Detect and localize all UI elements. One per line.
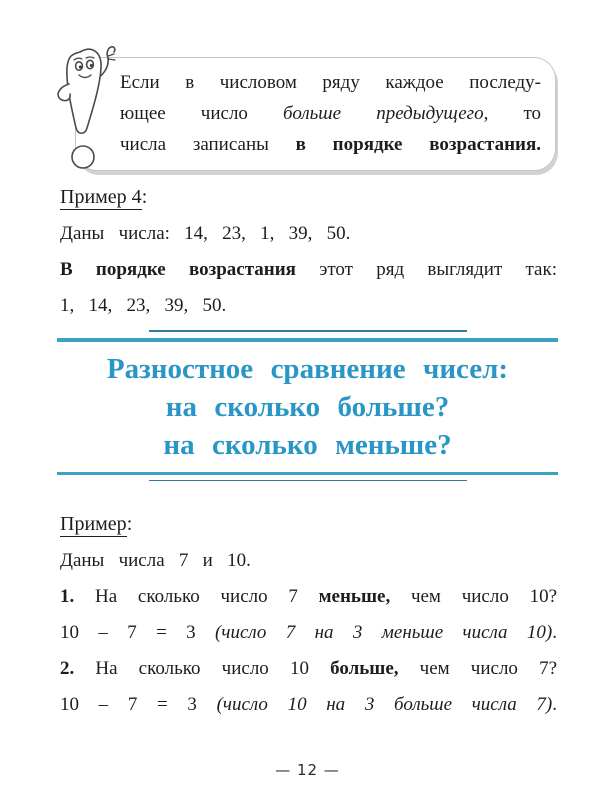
- rule-text-line: ющее число больше предыдущего, то: [120, 103, 541, 124]
- example-line-answer2: 10 – 7 = 3 (число 10 на 3 больше числа 7).: [60, 694, 557, 715]
- ruler-thick-line: [57, 338, 558, 342]
- example-line-question1: 1. На сколько число 7 меньше, чем число 10?: [60, 586, 558, 607]
- example-4-line-rule: В порядке возрастания этот ряд выглядит так:: [60, 259, 557, 280]
- example-4-title-colon: :: [141, 186, 148, 208]
- example-4-line-given: Даны числа: 14, 23, 1, 39, 50.: [60, 223, 351, 244]
- example-line-answer1: 10 – 7 = 3 (число 7 на 3 меньше числа 10).: [60, 622, 557, 643]
- page-number: — 12 —: [275, 761, 340, 779]
- exclamation-mascot-icon: [50, 42, 122, 176]
- example-title: [60, 513, 557, 536]
- example-title-colon: :: [126, 513, 133, 535]
- section-heading-line: на сколько больше?: [165, 390, 450, 423]
- rule-text-line: Если в числовом ряду каждое последу-: [120, 72, 541, 93]
- ruler-thin-line: [149, 480, 467, 482]
- section-heading-line: Разностное сравнение чисел:: [106, 352, 509, 385]
- heading-ruler-bottom: [57, 472, 558, 482]
- example-4-title: [60, 186, 557, 209]
- example-line-given: Даны числа 7 и 10.: [60, 550, 251, 571]
- ruler-thin-line: [149, 330, 467, 332]
- section-heading: [0, 350, 615, 464]
- ruler-thick-line: [57, 472, 558, 475]
- example-title-text: Пример: [60, 513, 127, 535]
- section-heading-line: на сколько меньше?: [163, 428, 452, 461]
- rule-info-box: [75, 57, 556, 171]
- rule-text-line: числа записаны в порядке возрастания.: [120, 134, 541, 155]
- example-4-line-result: 1, 14, 23, 39, 50.: [60, 295, 227, 316]
- heading-ruler-top: [57, 330, 558, 342]
- example-4-title-text: Пример 4: [60, 186, 142, 208]
- example-line-question2: 2. На сколько число 10 больше, чем число 7?: [60, 658, 558, 679]
